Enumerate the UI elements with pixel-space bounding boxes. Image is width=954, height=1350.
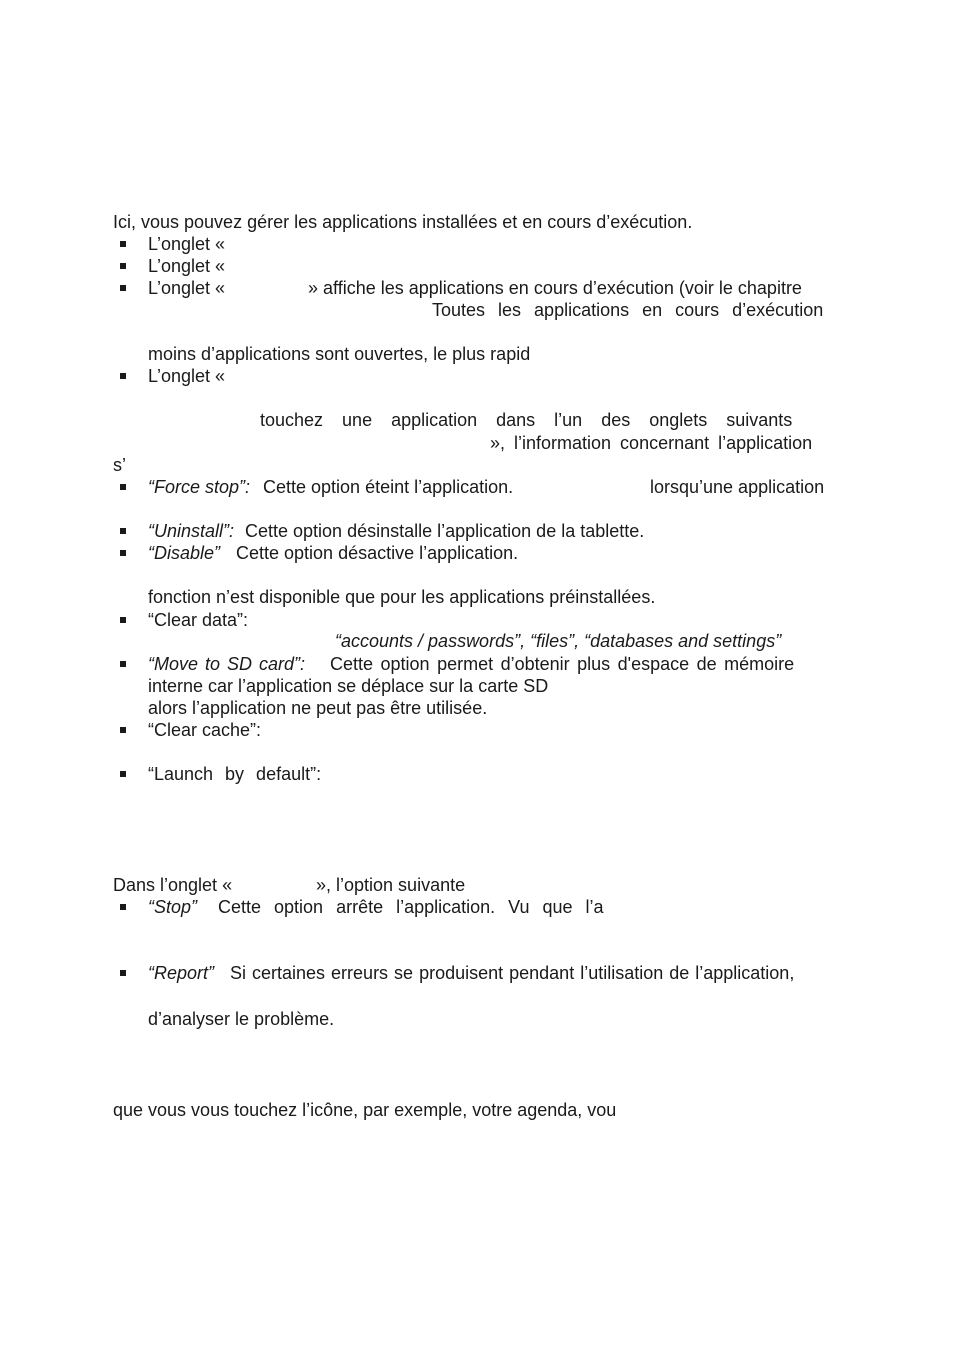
tab-item-3-rest: » affiche les applications en cours d’exécution (voir le chapitre [308, 278, 802, 298]
tab-item-3-line2: Toutes les applications en cours d’exécution [432, 300, 824, 320]
disable-text: Cette option désactive l’application. [236, 543, 519, 563]
report-label: “Report” [148, 963, 215, 983]
disable-line-3: fonction n’est disponible que pour les applications préinstallées. [148, 587, 656, 607]
report-text: Si certaines erreurs se produisent pendant l’utilisation de l’application, [230, 963, 795, 983]
tab-item-3-line3: moins d’applications sont ouvertes, le plus rapid [148, 344, 531, 364]
stop-label: “Stop” [148, 897, 198, 917]
clear-data-line-2: “accounts / passwords”, “files”, “databases and settings” [335, 631, 782, 651]
bullet-marker [120, 373, 126, 379]
bullet-marker [120, 528, 126, 534]
move-sd-label: “Move to SD card”: [148, 654, 306, 674]
tab-item-2: L’onglet « [148, 256, 226, 276]
force-stop-right: lorsqu’une application [650, 477, 825, 497]
uninstall-label: “Uninstall”: [148, 521, 235, 541]
move-sd-line-3: alors l’application ne peut pas être utilisée. [148, 698, 488, 718]
clear-cache-label: “Clear cache”: [148, 720, 262, 740]
uninstall-text: Cette option désinstalle l’application de la tablette. [245, 521, 645, 541]
bullet-marker [120, 263, 126, 269]
bullet-marker [120, 904, 126, 910]
bullet-marker [120, 727, 126, 733]
dans-onglet-rest: », l’option suivante [316, 875, 466, 895]
report-line-3: d’analyser le problème. [148, 1009, 335, 1029]
bullet-marker [120, 661, 126, 667]
stop-text: Cette option arrête l’application. Vu que l’a [218, 897, 604, 917]
move-sd-text: Cette option permet d’obtenir plus d'espace de mémoire [330, 654, 795, 674]
bullet-marker [120, 550, 126, 556]
move-sd-line-2: interne car l’application se déplace sur la carte SD [148, 676, 549, 696]
final-line: que vous vous touchez l’icône, par exemple, votre agenda, vou [113, 1100, 617, 1120]
bullet-marker [120, 771, 126, 777]
force-stop-text: Cette option éteint l’application. [263, 477, 514, 497]
force-stop-label: “Force stop”: [148, 477, 251, 497]
tab-item-4: L’onglet « [148, 366, 226, 386]
clear-data-label: “Clear data”: [148, 610, 249, 630]
dans-onglet: Dans l’onglet « [113, 875, 233, 895]
intro-paragraph: Ici, vous pouvez gérer les applications installées et en cours d’exécution. [113, 212, 693, 232]
touch-line-2: », l’information concernant l’application [490, 433, 813, 453]
bullet-marker [120, 970, 126, 976]
tab-item-3: L’onglet « [148, 278, 226, 298]
bullet-marker [120, 241, 126, 247]
tab-item-1: L’onglet « [148, 234, 226, 254]
bullet-marker [120, 617, 126, 623]
launch-default-label: “Launch by default”: [148, 764, 322, 784]
bullet-marker [120, 285, 126, 291]
bullet-marker [120, 484, 126, 490]
disable-label: “Disable” [148, 543, 221, 563]
touch-line-3: s’ [113, 455, 126, 475]
touch-line-1: touchez une application dans l’un des onglets suivants [260, 410, 793, 430]
